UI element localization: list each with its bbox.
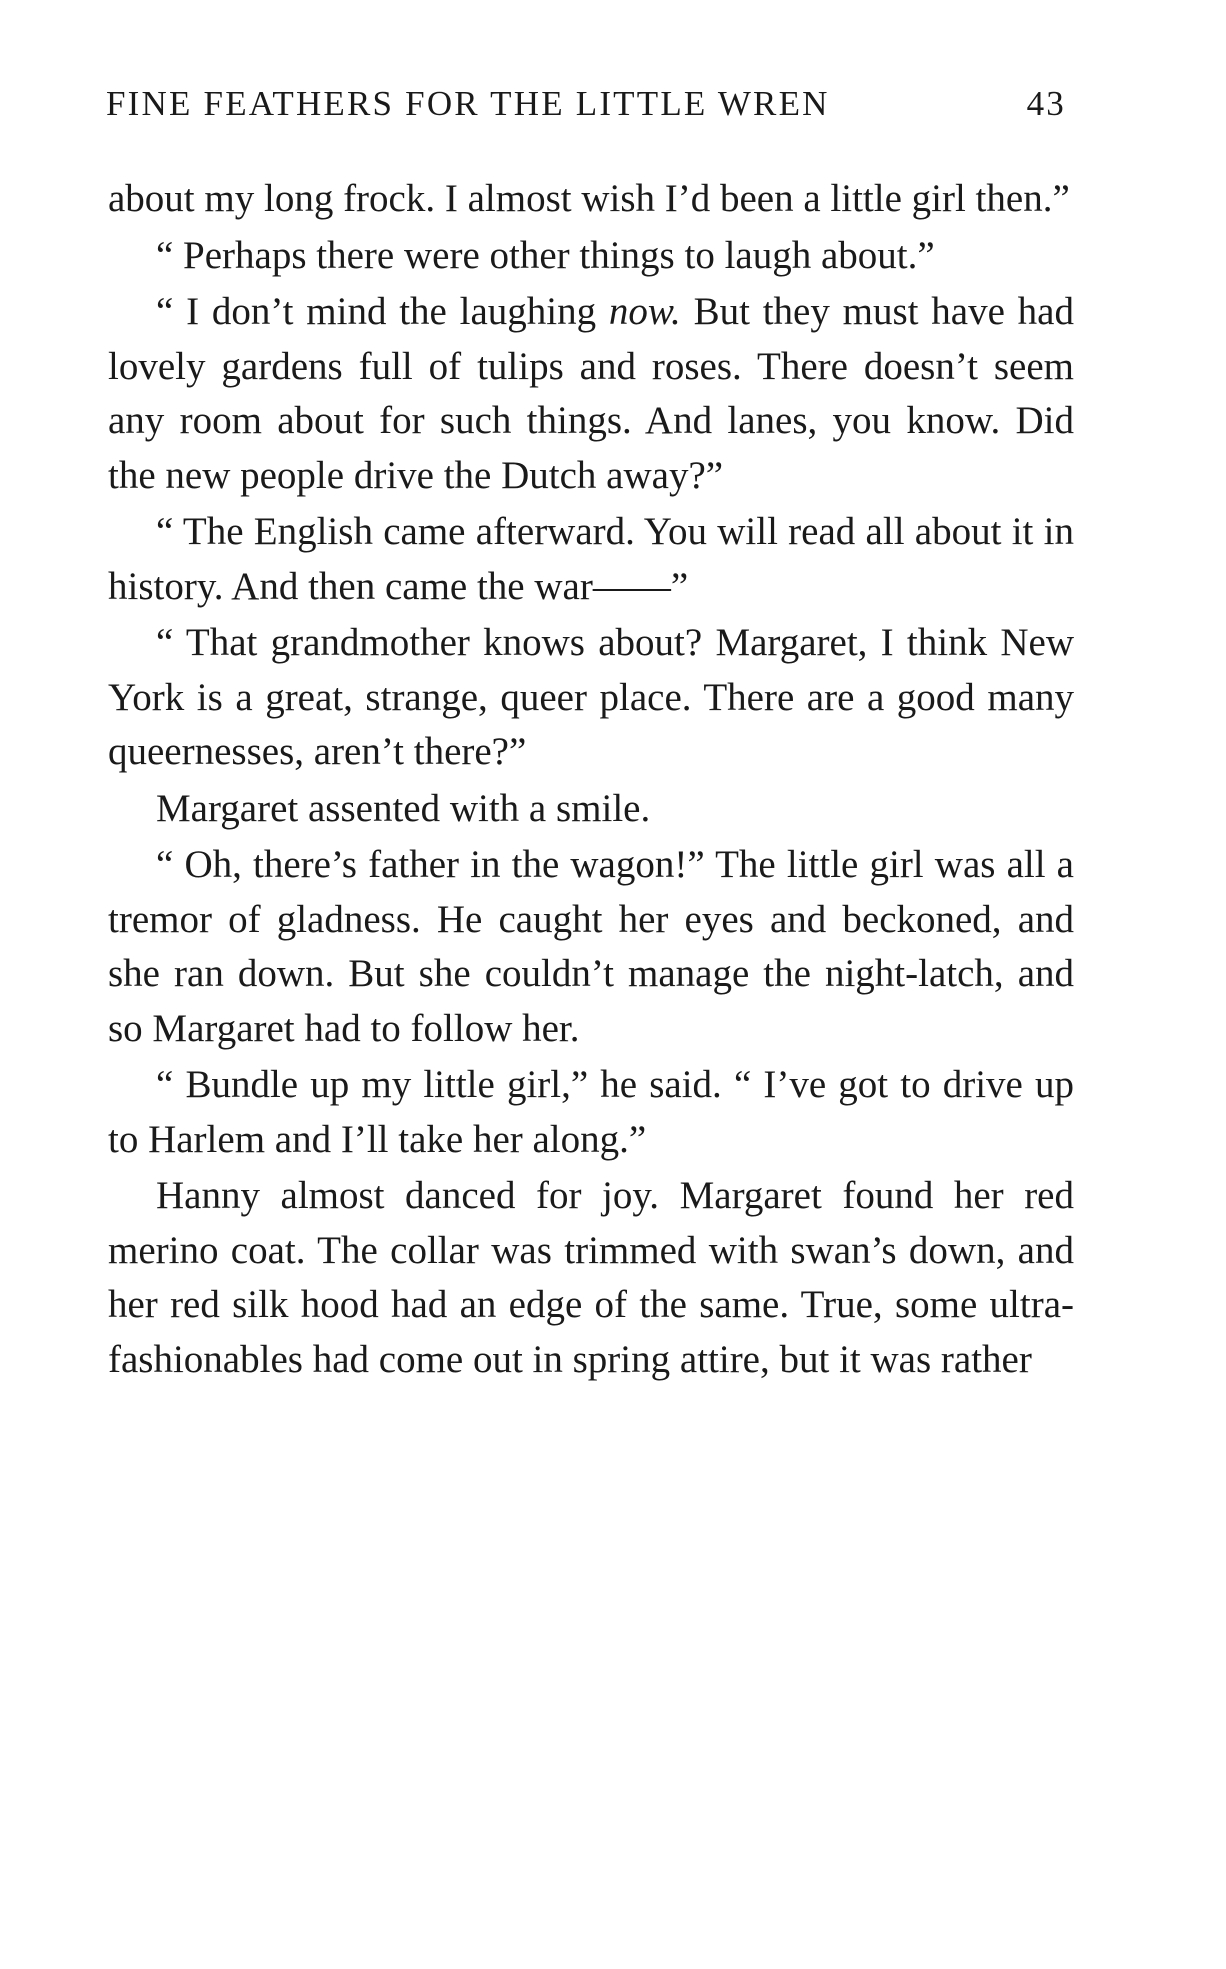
paragraph-8: “ Bundle up my little girl,” he said. “ I’ve got to drive up to Harlem and I’ll take her along.”	[108, 1063, 1074, 1161]
paragraph-1: about my long frock. I almost wish I’d been a little girl then.”	[108, 177, 1070, 220]
paragraph-5: “ That grandmother knows about? Margaret, I think New York is a great, strange, queer place. There are a good many queernesses, aren’t there?”	[108, 621, 1074, 773]
page-number: 43	[1026, 84, 1066, 123]
paragraph-3-end: But they must have had lovely gardens full of tulips and roses. There doesn’t seem any room about for such things. And lanes, you know. Did the new people drive the Dutch away?”	[108, 290, 1074, 497]
paragraph-7: “ Oh, there’s father in the wagon!” The little girl was all a tremor of gladness. He caught her eyes and beckoned, and she ran down. But she couldn’t manage the night-latch, and so Margaret had to follow her.	[108, 843, 1074, 1050]
paragraph-2: “ Perhaps there were other things to laugh about.”	[156, 233, 935, 277]
paragraph-9: Hanny almost danced for joy. Margaret found her red merino coat. The collar was trimmed with swan’s down, and her red silk hood had an edge of the same. True, some ultra-fashionables had come out in spring attire, but it was rather	[108, 1174, 1074, 1381]
paragraph-6: Margaret assented with a smile.	[156, 786, 651, 830]
paragraph-4: “ The English came afterward. You will read all about it in history. And then came the war——”	[108, 510, 1074, 608]
page-header	[106, 80, 1066, 128]
body-text	[108, 172, 1074, 1387]
paragraph-3-emphasis: now.	[608, 290, 681, 333]
paragraph-3	[108, 285, 1074, 503]
paragraph-3-start: “ I don’t mind the laughing	[156, 290, 609, 333]
running-head: FINE FEATHERS FOR THE LITTLE WREN	[106, 84, 830, 123]
